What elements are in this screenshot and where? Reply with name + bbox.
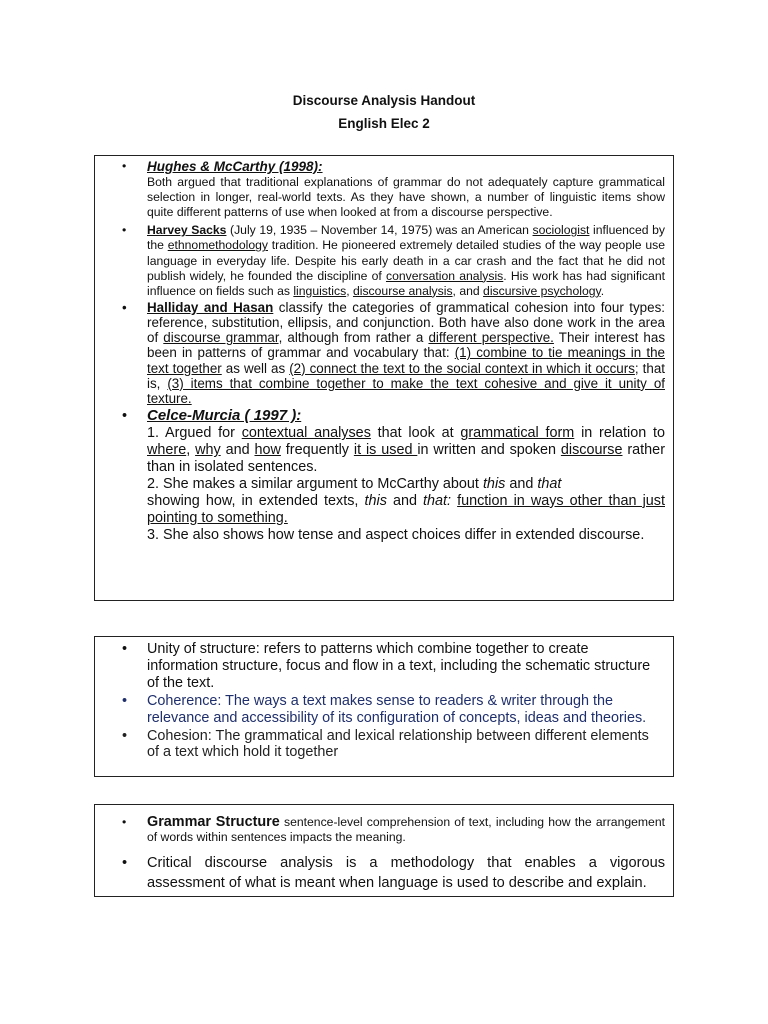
halliday-text-1: classify the categories of grammatical cohesion into four types: reference, substitution, ellipsis, and conjunction. Both have also done work in the area of: [147, 299, 665, 346]
grammar-box: [94, 804, 674, 897]
ethnomethodology-link[interactable]: ethnomethodology: [167, 238, 268, 253]
page-subtitle: English Elec 2: [338, 116, 430, 131]
discourse-analysis-link[interactable]: discourse analysis: [352, 283, 453, 298]
halliday-point-2: (2) connect the text to the social context in which it occurs: [289, 360, 635, 376]
halliday-text-4: as well as: [221, 360, 290, 376]
halliday-text-5: ; that is,: [147, 360, 666, 391]
hughes-text: Both argued that traditional explanations of grammar do not adequately capture grammatical selection in longer, real-world texts. As they have shown, a number of linguistic items show quite different patterns of use when looked at from a discourse perspective.: [147, 175, 665, 220]
list-item-grammar: [147, 815, 665, 845]
sacks-heading: Harvey Sacks: [147, 223, 227, 238]
hughes-heading: Hughes & McCarthy (1998):: [147, 159, 323, 174]
sociologist-link[interactable]: sociologist: [532, 223, 590, 238]
sacks-text-3: tradition. He pioneered extremely detailed studies of the way people use language in everyday life. Despite his early death in a car crash and the fact that he did not publish widely, he founded the discipline of: [147, 238, 665, 283]
conversation-analysis-link[interactable]: conversation analysis: [385, 268, 504, 283]
grammar-label: Grammar Structure: [147, 814, 280, 830]
celce-p2-text-b: showing how, in extended texts,: [147, 492, 365, 509]
sacks-text-6: , and: [452, 283, 484, 298]
definitions-box: [94, 636, 674, 777]
celce-p1-text-e: and: [220, 442, 255, 459]
cohesion-text: Cohesion: The grammatical and lexical relationship between different elements of a text which hold it together: [147, 727, 649, 761]
celce-term-where: where: [147, 442, 187, 459]
list-item-halliday: [147, 300, 665, 406]
linguistics-link[interactable]: linguistics: [293, 283, 347, 298]
critical-text: Critical discourse analysis is a methodology that enables a vigorous assessment of what is meant when language is used to describe and explain.: [147, 855, 665, 892]
celce-term-how: how: [254, 442, 281, 459]
celce-term-grammatical-form: grammatical form: [460, 425, 575, 442]
list-item-sacks: [147, 223, 665, 298]
sacks-text-5: ,: [346, 283, 353, 298]
discursive-psychology-link[interactable]: discursive psychology: [483, 283, 601, 298]
celce-term-discourse: discourse: [560, 442, 623, 459]
list-item-coherence: [147, 693, 659, 727]
theorists-box: [94, 155, 674, 601]
celce-this-2: this: [364, 492, 387, 509]
celce-p3-text: 3. She also shows how tense and aspect choices differ in extended discourse.: [147, 526, 645, 543]
sacks-text-1: (July 19, 1935 – November 14, 1975) was an American: [226, 223, 533, 238]
list-item-cohesion: [147, 728, 659, 762]
celce-that-colon: that:: [423, 492, 452, 509]
celce-p1-text-d: ,: [186, 442, 196, 459]
list-item-unity: [147, 641, 659, 692]
celce-heading: Celce-Murcia ( 1997 ):: [147, 407, 302, 425]
halliday-text-2: , although from rather a: [278, 330, 429, 346]
celce-p1-text-a: 1. Argued for: [147, 425, 242, 442]
celce-and-2: and: [386, 492, 424, 509]
celce-term-why: why: [195, 442, 221, 459]
grammar-text: sentence-level comprehension of text, including how the arrangement of words within sentences impacts the meaning.: [147, 815, 665, 845]
sacks-text-2: influenced by the: [147, 223, 665, 253]
celce-p1-text-g: in written and spoken: [417, 442, 561, 459]
celce-p1-text-h: rather than in isolated sentences.: [147, 442, 665, 475]
celce-term-function: function in ways other than just pointing to something.: [147, 492, 665, 526]
halliday-heading: Halliday and Hasan: [147, 299, 274, 315]
celce-that: that: [537, 475, 562, 492]
halliday-point-3: (3) items that combine together to make the text cohesive and give it unity of texture.: [147, 375, 665, 407]
celce-term-contextual: contextual analyses: [241, 425, 371, 442]
list-item-critical: [147, 853, 665, 893]
celce-p1-text-b: that look at: [370, 425, 461, 442]
coherence-text: Coherence: The ways a text makes sense to readers & writer through the relevance and accessibility of its configuration of concepts, ideas and theories.: [147, 692, 647, 726]
discourse-grammar-term: discourse grammar: [163, 330, 279, 346]
unity-text: Unity of structure: refers to patterns which combine together to create information structure, focus and flow in a text, including the schematic structure of the text.: [147, 641, 651, 691]
halliday-text-3: Their interest has been in patterns of grammar and vocabulary that:: [147, 330, 666, 361]
page-title: Discourse Analysis Handout: [292, 93, 476, 108]
sacks-text-4: . His work has had significant influence on fields such as: [147, 268, 665, 298]
different-perspective-term: different perspective.: [428, 330, 554, 346]
celce-and: and: [505, 475, 538, 492]
celce-p1-text-f: frequently: [280, 442, 354, 459]
halliday-point-1: (1) combine to tie meanings in the text together: [147, 345, 665, 376]
sacks-text-7: .: [600, 283, 605, 298]
celce-p2-text-a: 2. She makes a similar argument to McCarthy about: [147, 475, 483, 492]
celce-term-it-is-used: it is used: [353, 442, 418, 459]
list-item-hughes: [147, 159, 665, 220]
list-item-celce: [147, 408, 665, 543]
celce-p1-text-c: in relation to: [574, 425, 665, 442]
celce-this: this: [482, 475, 506, 492]
